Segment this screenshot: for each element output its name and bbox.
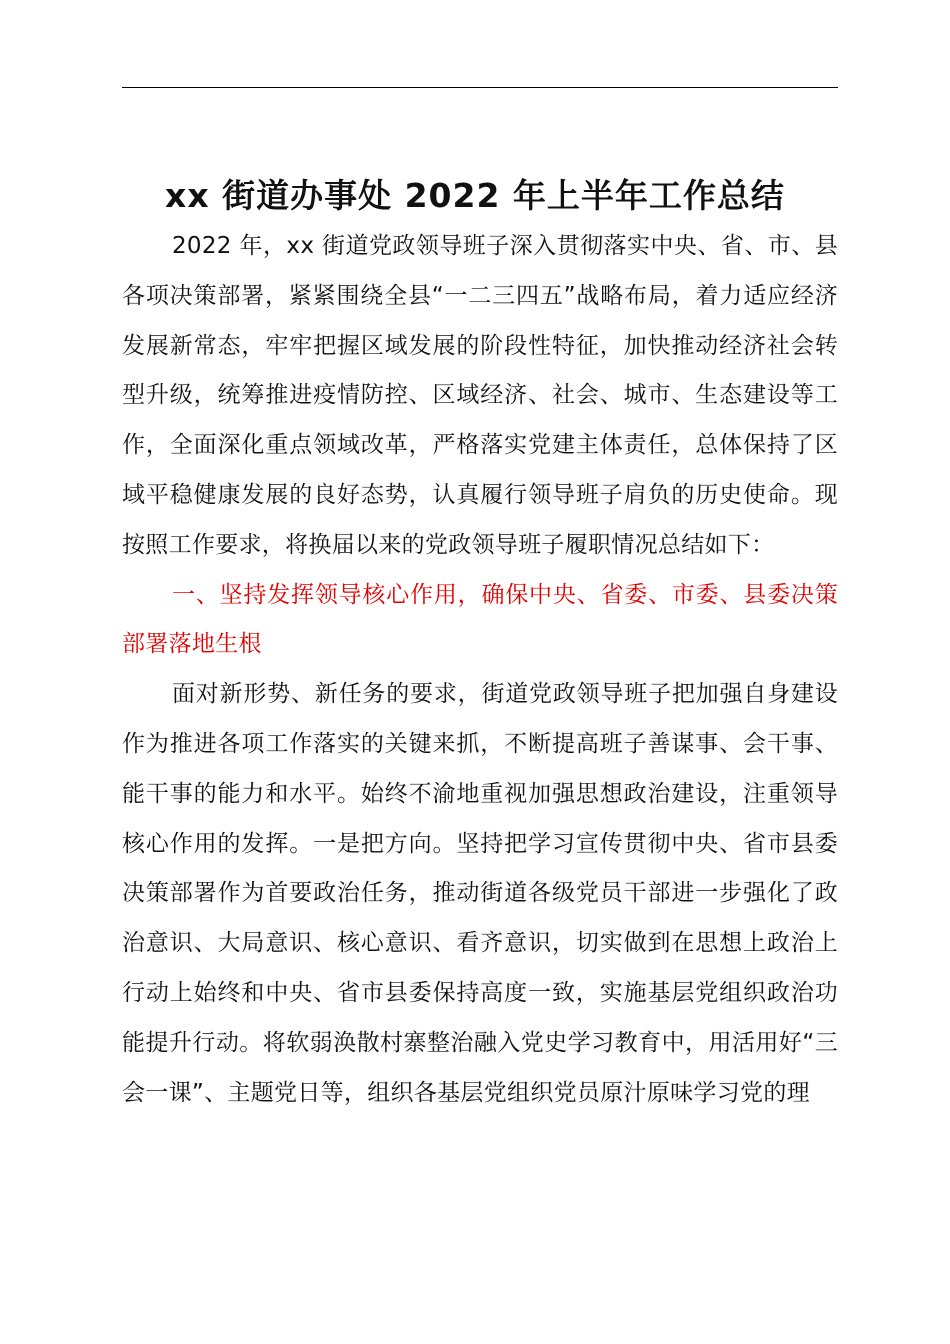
section-heading-1: 一、坚持发挥领导核心作用，确保中央、省委、市委、县委决策部署落地生根 xyxy=(122,581,838,658)
document-body xyxy=(122,222,838,1118)
header-rule xyxy=(122,87,838,88)
document-title: xx 街道办事处 2022 年上半年工作总结 xyxy=(165,176,785,216)
section-1-paragraph: 面对新形势、新任务的要求，街道党政领导班子把加强自身建设作为推进各项工作落实的关键来抓，不断提高班子善谋事、会干事、能干事的能力和水平。始终不渝地重视加强思想政治建设，注重领导核心作用的发挥。一是把方向。坚持把学习宣传贯彻中央、省市县委决策部署作为首要政治任务，推动街道各级党员干部进一步强化了政治意识、大局意识、核心意识、看齐意识，切实做到在思想上政治上行动上始终和中央、省市县委保持高度一致，实施基层党组织政治功能提升行动。将软弱涣散村寨整治融入党史学习教育中，用活用好“三会一课”、主题党日等，组织各基层党组织党员原汁原味学习党的理 xyxy=(122,681,838,1106)
intro-paragraph: 2022 年，xx 街道党政领导班子深入贯彻落实中央、省、市、县各项决策部署，紧紧围绕全县“一二三四五”战略布局，着力适应经济发展新常态，牢牢把握区域发展的阶段性特征，加快推动经济社会转型升级，统筹推进疫情防控、区域经济、社会、城市、生态建设等工作，全面深化重点领域改革，严格落实党建主体责任，总体保持了区域平稳健康发展的良好态势，认真履行领导班子肩负的历史使命。现按照工作要求，将换届以来的党政领导班子履职情况总结如下： xyxy=(122,233,838,558)
